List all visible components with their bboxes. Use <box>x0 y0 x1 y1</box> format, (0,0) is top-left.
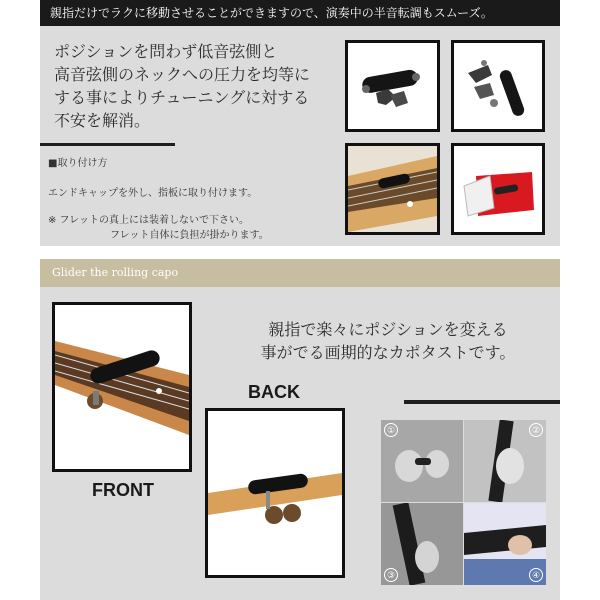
capo-parts-image <box>454 43 542 129</box>
top-banner <box>40 0 560 26</box>
ribbon-title: Glider the rolling capo <box>52 266 179 279</box>
capo-image <box>348 43 437 129</box>
step-1-number: ① <box>384 423 398 437</box>
divider-rule-2 <box>404 400 560 404</box>
feature-caption <box>238 318 538 364</box>
package-image <box>454 146 542 232</box>
intro-line-4: 不安を解消。 <box>54 111 151 130</box>
banner-text: 親指だけでラクに移動させることができますので、演奏中の半音転調もスムーズ。 <box>50 6 493 20</box>
front-label: FRONT <box>92 480 154 500</box>
product-photo-capo <box>345 40 440 132</box>
product-photo-package <box>451 143 545 235</box>
step-photo-4 <box>464 503 546 585</box>
install-heading: ■取り付け方 <box>48 158 108 169</box>
product-photo-installed <box>345 143 440 235</box>
back-image <box>208 411 342 575</box>
step-photo-3 <box>381 503 463 585</box>
intro-text <box>54 40 354 132</box>
step-2-number: ② <box>529 423 543 437</box>
front-image <box>55 305 189 469</box>
step-photo-2 <box>464 420 546 502</box>
back-label: BACK <box>248 382 300 402</box>
intro-line-3: する事によりチューニングに対する <box>54 88 310 107</box>
front-photo <box>52 302 192 472</box>
intro-line-2: 高音弦側のネックへの圧力を均等に <box>54 65 311 84</box>
back-photo <box>205 408 345 578</box>
step-photo-1 <box>381 420 463 502</box>
section-ribbon <box>40 259 560 287</box>
step-4-number: ④ <box>529 568 543 582</box>
divider-rule <box>40 143 175 146</box>
feature-line-2: 事がでる画期的なカポタストです。 <box>260 343 516 362</box>
install-note-1: ※ フレットの真上には装着しないで下さい。 <box>48 215 250 226</box>
install-note-2: フレット自体に負担が掛かります。 <box>110 230 269 241</box>
step-3-number: ③ <box>384 568 398 582</box>
intro-line-1: ポジションを問わず低音弦側と <box>54 42 278 61</box>
feature-line-1: 親指で楽々にポジションを変える <box>268 320 508 339</box>
install-step: エンドキャップを外し、指板に取り付けます。 <box>48 188 258 199</box>
installed-image <box>348 146 437 232</box>
product-photo-parts <box>451 40 545 132</box>
